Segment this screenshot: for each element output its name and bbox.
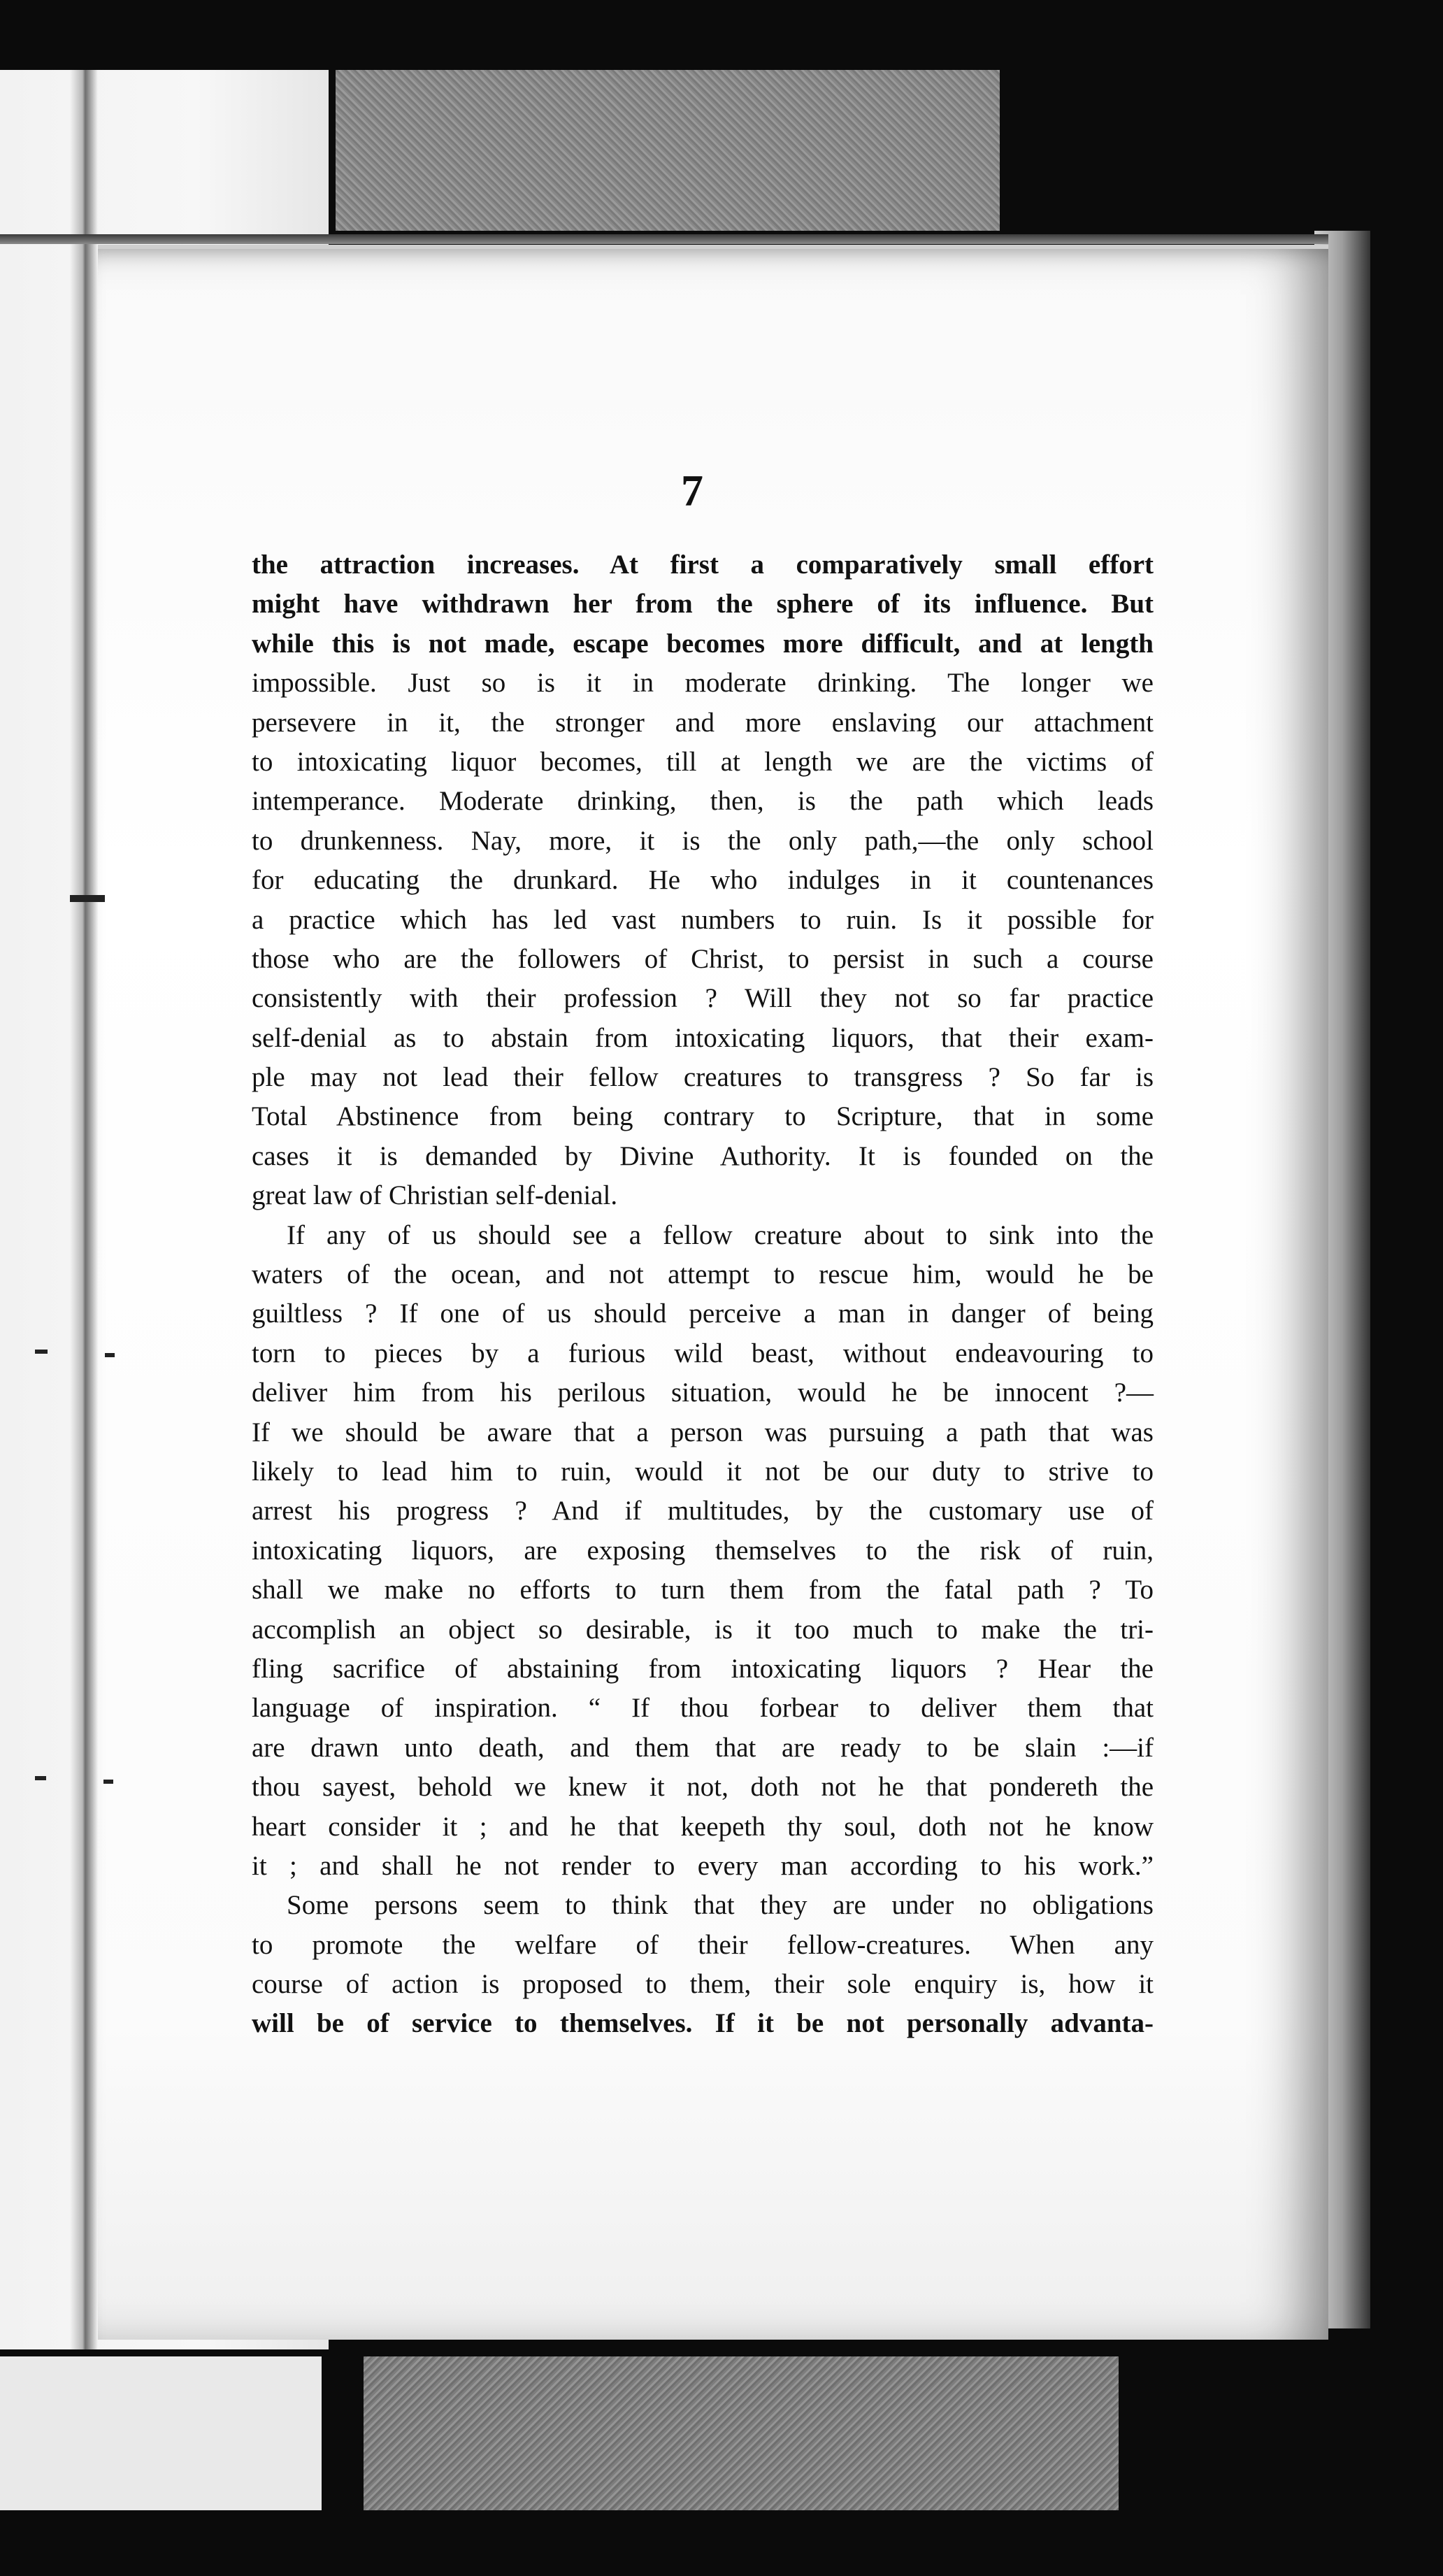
text-line: waters of the ocean, and not attempt to rescue him, would he be	[252, 1259, 1154, 1290]
text-line: the attraction increases. At first a comparatively small effort	[252, 550, 1154, 580]
text-line: fling sacrifice of abstaining from intoxicating liquors ? Hear the	[252, 1653, 1154, 1684]
text-line: thou sayest, behold we knew it not, doth not he that pondereth the	[252, 1772, 1154, 1803]
margin-mark	[103, 1780, 113, 1784]
text-line: Total Abstinence from being contrary to Scripture, that in some	[252, 1101, 1154, 1132]
text-line: intemperance. Moderate drinking, then, is the path which leads	[252, 786, 1154, 817]
margin-mark	[35, 1776, 46, 1780]
text-line: arrest his progress ? And if multitudes, by the customary use of	[252, 1496, 1154, 1526]
page-top-rule	[0, 234, 1328, 244]
text-line: self-denial as to abstain from intoxicating liquors, that their exam-	[252, 1022, 1154, 1053]
text-line: course of action is proposed to them, their sole enquiry is, how it	[252, 1969, 1154, 2000]
text-line: shall we make no efforts to turn them from the fatal path ? To	[252, 1575, 1154, 1605]
text-line: If any of us should see a fellow creature about to sink into the	[287, 1219, 1154, 1250]
text-line: guiltless ? If one of us should perceive a man in danger of being	[252, 1298, 1154, 1329]
text-line: might have withdrawn her from the sphere of its influence. But	[252, 589, 1154, 620]
text-line: cases it is demanded by Divine Authority. It is founded on the	[252, 1140, 1154, 1171]
text-line: persevere in it, the stronger and more enslaving our attachment	[252, 707, 1154, 738]
text-line: If we should be aware that a person was pursuing a path that was	[252, 1417, 1154, 1447]
text-line: are drawn unto death, and them that are ready to be slain :—if	[252, 1732, 1154, 1763]
text-line: those who are the followers of Christ, to persist in such a course	[252, 943, 1154, 974]
text-line: to drunkenness. Nay, more, it is the only path,—the only school	[252, 825, 1154, 856]
text-line: to intoxicating liquor becomes, till at length we are the victims of	[252, 746, 1154, 777]
page-number: 7	[681, 466, 703, 515]
text-line: to promote the welfare of their fellow-creatures. When any	[252, 1929, 1154, 1960]
body-text	[252, 545, 1154, 2044]
text-line: ple may not lead their fellow creatures to transgress ? So far is	[252, 1062, 1154, 1093]
scan-background-bottom	[364, 2356, 1119, 2510]
text-line: intoxicating liquors, are exposing themselves to the risk of ruin,	[252, 1535, 1154, 1566]
text-line: for educating the drunkard. He who indulges in it countenances	[252, 865, 1154, 896]
text-line: language of inspiration. “ If thou forbear to deliver them that	[252, 1693, 1154, 1724]
text-line: likely to lead him to ruin, would it not be our duty to strive to	[252, 1456, 1154, 1487]
text-line: accomplish an object so desirable, is it too much to make the tri-	[252, 1614, 1154, 1645]
text-line: it ; and shall he not render to every man according to his work.”	[252, 1850, 1154, 1881]
text-line: heart consider it ; and he that keepeth thy soul, doth not he know	[252, 1811, 1154, 1842]
text-line: torn to pieces by a furious wild beast, without endeavouring to	[252, 1338, 1154, 1368]
margin-mark	[35, 1350, 48, 1354]
scan-background-top	[336, 70, 1000, 231]
text-line: great law of Christian self-denial.	[252, 1180, 618, 1211]
text-line: while this is not made, escape becomes more difficult, and at length	[252, 628, 1154, 659]
text-line: consistently with their profession ? Will they not so far practice	[252, 983, 1154, 1014]
margin-mark	[105, 1353, 115, 1357]
text-line: will be of service to themselves. If it be not personally advanta-	[252, 2008, 1154, 2039]
text-line: impossible. Just so is it in moderate drinking. The longer we	[252, 668, 1154, 699]
scan-background-bottom-left	[0, 2356, 322, 2510]
text-line: deliver him from his perilous situation, would he be innocent ?—	[252, 1378, 1154, 1408]
text-line: a practice which has led vast numbers to ruin. Is it possible for	[252, 904, 1154, 935]
margin-mark	[70, 895, 105, 902]
text-line: Some persons seem to think that they are under no obligations	[287, 1890, 1154, 1921]
